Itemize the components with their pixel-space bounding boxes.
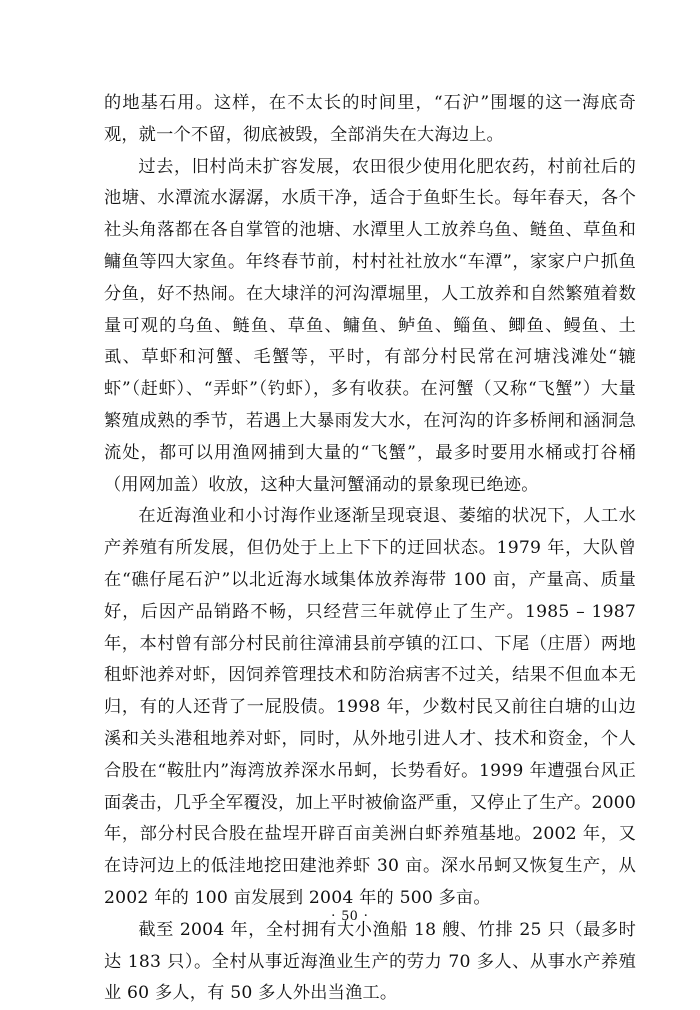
paragraph-1: 的地基石用。这样，在不太长的时间里，“石沪”围堰的这一海底奇观，就一个不留，彻底被毁，全部消失在大海边上。 — [104, 93, 636, 145]
paragraph-2: 过去，旧村尚未扩容发展，农田很少使用化肥农药，村前社后的池塘、水潭流水潺潺，水质干净，适合于鱼虾生长。每年春天，各个社头角落都在各自掌管的池塘、水潭里人工放养乌鱼、鲢鱼、草鱼和鳙鱼等四大家鱼。年终春节前，村村社社放水“车潭”，家家户户抓鱼分鱼，好不热闹。在大埭洋的河沟潭堀里，人工放养和自然繁殖着数量可观的乌鱼、鲢鱼、草鱼、鳙鱼、鲈鱼、鲻鱼、鲫鱼、鳗鱼、土虱、草虾和河蟹、毛蟹等，平时，有部分村民常在河塘浅滩处“辘虾”（赶虾）、“弄虾”（钓虾），多有收获。在河蟹（又称“飞蟹”）大量繁殖成熟的季节，若遇上大暴雨发大水，在河沟的许多桥闸和涵洞急流处，都可以用渔网捕到大量的“飞蟹”，最多时要用水桶或打谷桶（用网加盖）收放，这种大量河蟹涌动的景象现已绝迹。 — [104, 156, 636, 495]
body-text — [104, 88, 636, 1010]
paragraph-3: 在近海渔业和小讨海作业逐渐呈现衰退、萎缩的状况下，人工水产养殖有所发展，但仍处于上上下下的迂回状态。1979 年，大队曾在“礁仔尾石沪”以北近海水域集体放养海带 100 亩，产量高、质量好，后因产品销路不畅，只经营三年就停止了生产。1985 – 1987 年，本村曾有部分村民前往漳浦县前亭镇的江口、下尾（庄厝）两地租虾池养对虾，因饲养管理技术和防治病害不过关，结果不但血本无归，有的人还背了一屁股债。1998 年，少数村民又前往白塘的山边溪和关头港租地养对虾，同时，从外地引进人才、技术和资金，个人合股在“鞍肚内”海湾放养深水吊蚵，长势看好。1999 年遭强台风正面袭击，几乎全军覆没，加上平时被偷盗严重，又停止了生产。2000 年，部分村民合股在盐埕开辟百亩美洲白虾养殖基地。2002 年，又在诗河边上的低洼地挖田建池养虾 30 亩。深水吊蚵又恢复生产，从 2002 年的 100 亩发展到 2004 年的 500 多亩。 — [104, 506, 636, 908]
paragraph-4: 截至 2004 年，全村拥有大小渔船 18 艘、竹排 25 只（最多时达 183 只）。全村从事近海渔业生产的劳力 70 多人、从事水产养殖业 60 多人，有 50 多人外出当渔工。 — [104, 919, 636, 1004]
page-number: · 50 · — [330, 908, 370, 924]
